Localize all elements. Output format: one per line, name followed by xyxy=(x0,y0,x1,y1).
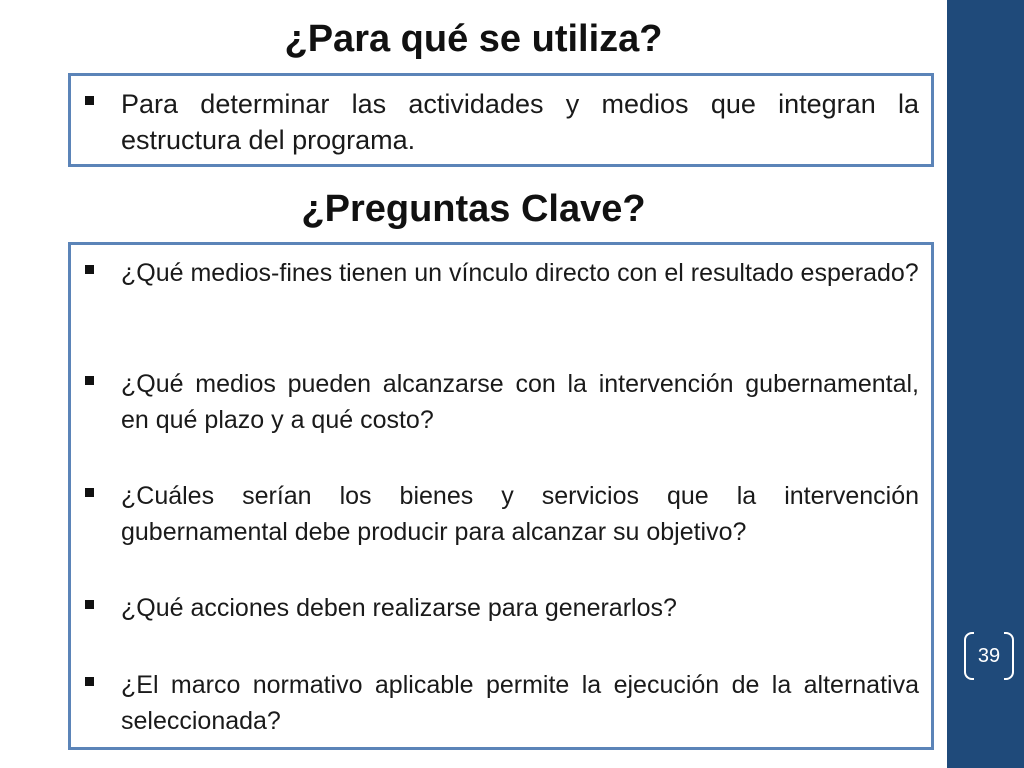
list-item xyxy=(85,366,919,438)
list-item-text: ¿Qué acciones deben realizarse para generarlos? xyxy=(121,594,677,622)
purpose-box xyxy=(68,73,934,167)
slide-number-badge xyxy=(960,630,1018,682)
list-item xyxy=(85,590,919,626)
square-bullet-icon xyxy=(85,677,94,686)
square-bullet-icon xyxy=(85,376,94,385)
list-item-text: ¿Cuáles serían los bienes y servicios que la intervención gubernamental debe producir para alcanzar su objetivo? xyxy=(121,482,919,546)
left-bracket-icon xyxy=(964,632,974,680)
square-bullet-icon xyxy=(85,96,94,105)
list-item xyxy=(85,86,919,158)
list-item-text: Para determinar las actividades y medios que integran la estructura del programa. xyxy=(121,89,919,155)
list-item xyxy=(85,255,919,291)
square-bullet-icon xyxy=(85,265,94,274)
right-bracket-icon xyxy=(1004,632,1014,680)
slide-number: 39 xyxy=(977,644,1001,667)
section-heading-purpose: ¿Para qué se utiliza? xyxy=(284,18,663,60)
section-heading-key-questions: ¿Preguntas Clave? xyxy=(301,188,646,230)
square-bullet-icon xyxy=(85,488,94,497)
key-questions-box xyxy=(68,242,934,750)
list-item-text: ¿El marco normativo aplicable permite la ejecución de la alternativa seleccionada? xyxy=(121,671,919,735)
list-item xyxy=(85,667,919,739)
list-item xyxy=(85,478,919,550)
square-bullet-icon xyxy=(85,600,94,609)
list-item-text: ¿Qué medios pueden alcanzarse con la intervención gubernamental, en qué plazo y a qué costo? xyxy=(121,370,919,434)
list-item-text: ¿Qué medios-fines tienen un vínculo directo con el resultado esperado? xyxy=(121,259,919,287)
